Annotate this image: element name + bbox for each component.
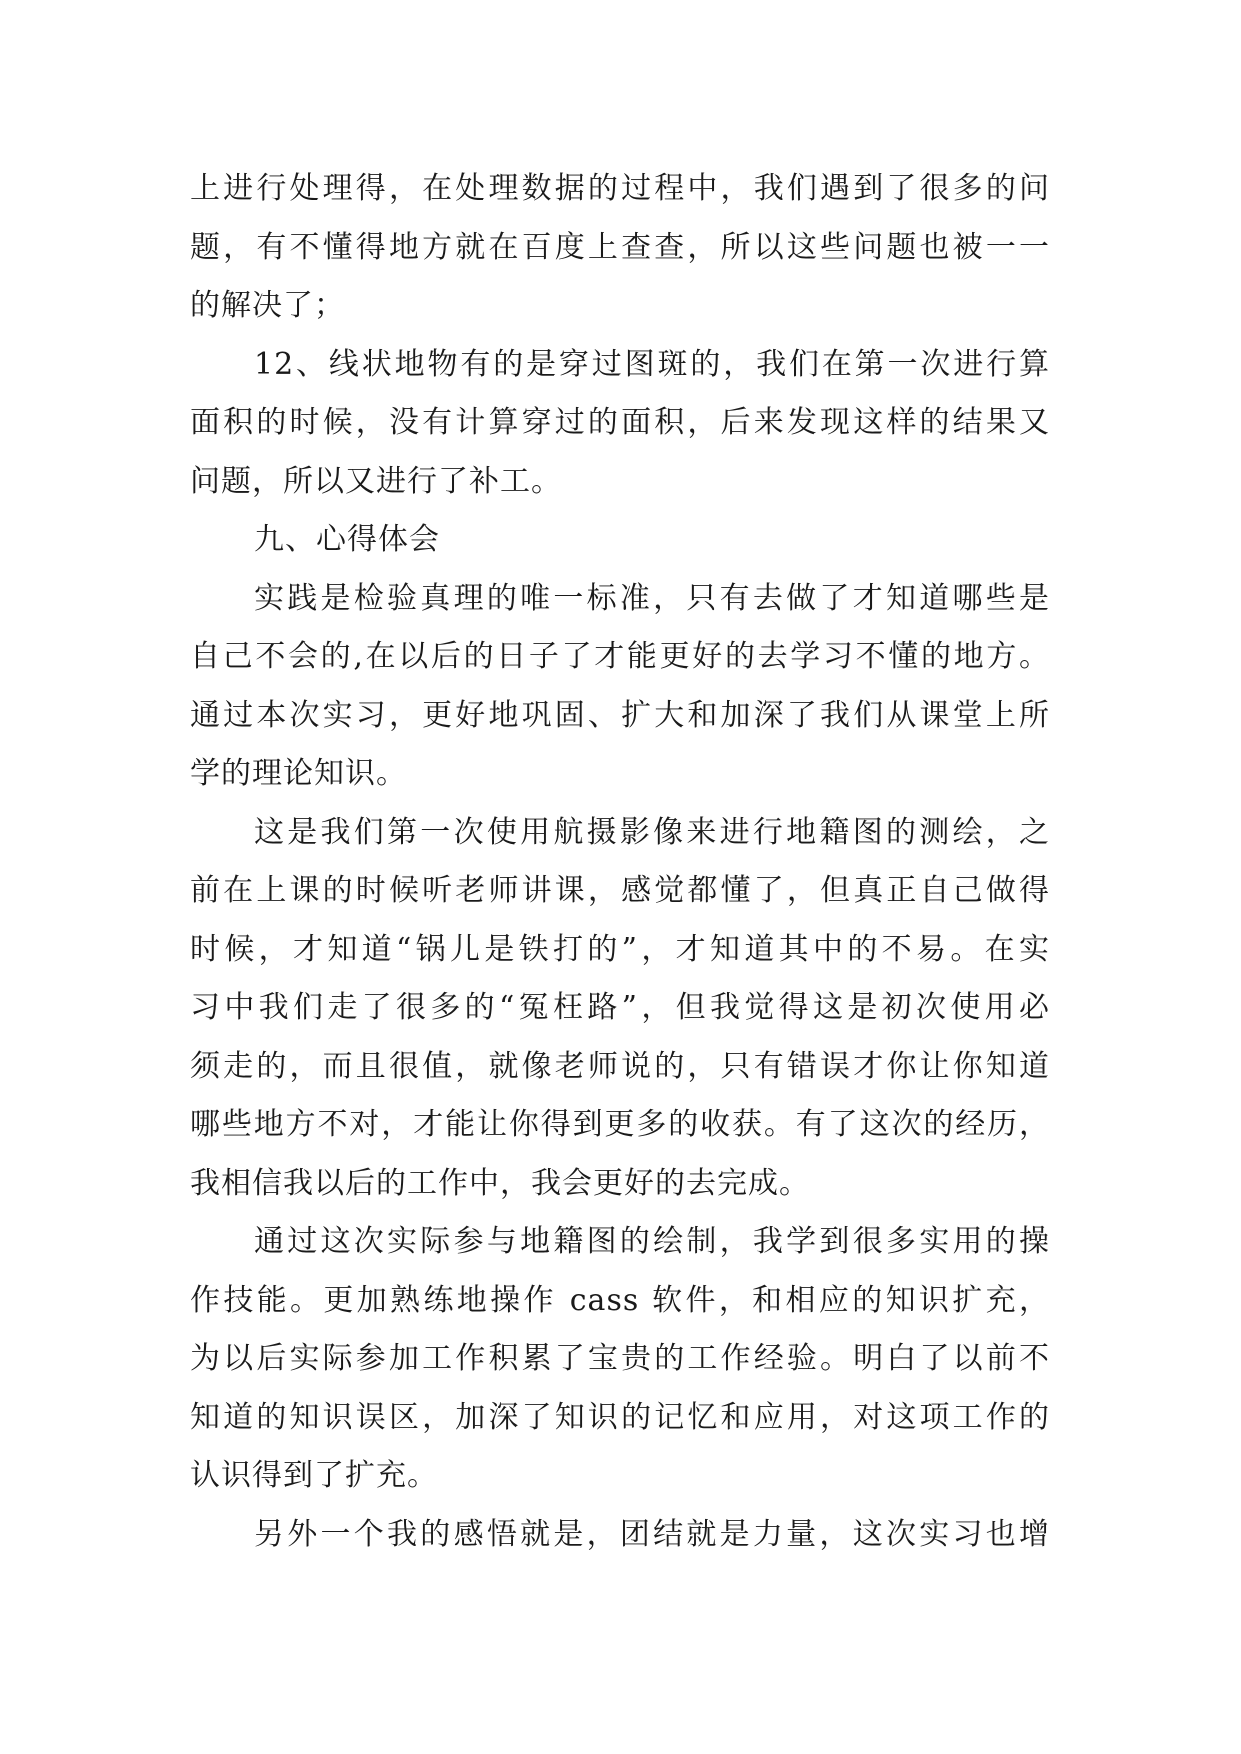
text-line: 上进行处理得，在处理数据的过程中，我们遇到了很多的问 [190,171,1050,206]
section-heading: 九、心得体会 [254,522,440,557]
text-line: 时候，才知道“锅儿是铁打的”，才知道其中的不易。在实 [190,931,1050,967]
text-line: 须走的，而且很值，就像老师说的，只有错误才你让你知道 [190,1048,1050,1084]
text-line: 哪些地方不对，才能让你得到更多的收获。有了这次的经历， [190,1107,1050,1142]
text-line: 习中我们走了很多的“冤枉路”，但我觉得这是初次使用必 [190,990,1050,1025]
text-line: 认识得到了扩充。 [190,1458,438,1493]
text-line: 通过这次实际参与地籍图的绘制，我学到很多实用的操 [254,1224,1050,1259]
text-line: 面积的时候，没有计算穿过的面积，后来发现这样的结果又 [190,405,1050,440]
text-line: 问题，所以又进行了补工。 [190,463,562,499]
text-line: 12、线状地物有的是穿过图斑的，我们在第一次进行算 [254,346,1050,382]
text-line: 我相信我以后的工作中，我会更好的去完成。 [190,1165,810,1201]
text-line: 知道的知识误区，加深了知识的记忆和应用，对这项工作的 [190,1399,1050,1435]
text-line: 这是我们第一次使用航摄影像来进行地籍图的测绘，之 [254,814,1050,850]
text-line: 另外一个我的感悟就是，团结就是力量，这次实习也增 [254,1516,1050,1552]
text-line: 实践是检验真理的唯一标准，只有去做了才知道哪些是 [254,580,1050,616]
text-line: 前在上课的时候听老师讲课，感觉都懂了，但真正自己做得 [190,873,1050,908]
text-line: 为以后实际参加工作积累了宝贵的工作经验。明白了以前不 [190,1341,1050,1376]
text-line: 学的理论知识。 [190,756,407,791]
text-line: 自己不会的,在以后的日子了才能更好的去学习不懂的地方。 [190,639,1050,674]
body-text [190,160,1050,1564]
text-line: 通过本次实习，更好地巩固、扩大和加深了我们从课堂上所 [190,697,1050,733]
text-line: 作技能。更加熟练地操作 cass 软件，和相应的知识扩充， [190,1282,1050,1318]
text-line: 的解决了； [190,288,345,323]
text-line: 题，有不懂得地方就在百度上查查，所以这些问题也被一一 [190,229,1050,265]
